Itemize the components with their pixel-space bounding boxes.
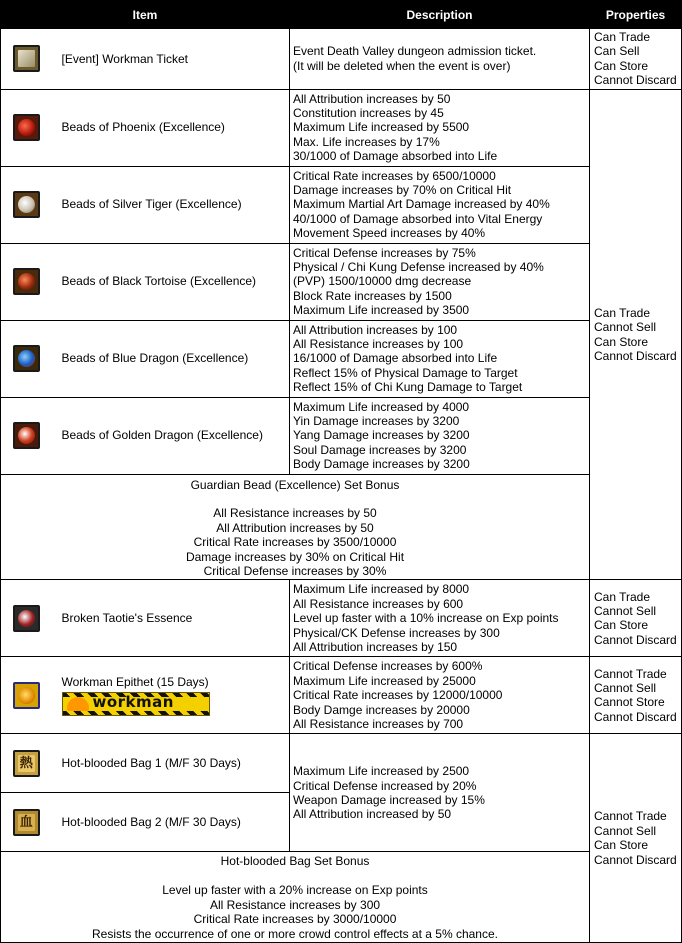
item-description: Maximum Life increased by 8000 All Resistance increases by 600 Level up faster with a 10% increase on Exp points Physical/CK Defense increases by 300 All Attribution increases by 150 [290, 580, 590, 657]
item-properties: Can Trade Can Sell Can Store Cannot Discard [590, 29, 682, 90]
blue-dragon-bead-icon [13, 345, 40, 372]
item-name: Hot-blooded Bag 1 (M/F 30 Days) [52, 734, 290, 793]
header-properties: Properties [590, 1, 682, 29]
item-name: Beads of Black Tortoise (Excellence) [52, 243, 290, 320]
bag-properties: Cannot Trade Cannot Sell Can Store Cannot Discard [590, 734, 682, 942]
item-description: All Attribution increases by 100 All Resistance increases by 100 16/1000 of Damage absorbed into Life Reflect 15% of Physical Damage to Target Reflect 15% of Chi Kung Damage to Target [290, 320, 590, 397]
set-bonus-title: Guardian Bead (Excellence) Set Bonus [190, 477, 400, 492]
workman-banner-image: workman [62, 692, 210, 716]
hard-hat-icon [67, 697, 89, 711]
table-row [1, 397, 682, 474]
hard-hat-icon [13, 682, 40, 709]
item-name: Beads of Golden Dragon (Excellence) [52, 397, 290, 474]
item-name: Beads of Phoenix (Excellence) [52, 89, 290, 166]
table-row [1, 243, 682, 320]
item-name: [Event] Workman Ticket [52, 29, 290, 90]
white-tiger-bead-icon [13, 191, 40, 218]
header-description: Description [290, 1, 590, 29]
item-properties: Can Trade Cannot Sell Can Store Cannot Discard [590, 580, 682, 657]
item-description: Critical Defense increases by 600% Maximum Life increased by 25000 Critical Rate increases by 12000/10000 Body Damge increases by 20000 All Resistance increases by 700 [290, 657, 590, 734]
item-description: All Attribution increases by 50 Constitution increases by 45 Maximum Life increased by 5500 Max. Life increases by 17% 30/1000 of Damage absorbed into Life [290, 89, 590, 166]
item-properties: Cannot Trade Cannot Sell Cannot Store Cannot Discard [590, 657, 682, 734]
guardian-set-bonus: Guardian Bead (Excellence) Set Bonus All Resistance increases by 50 All Attribution increases by 50 Critical Rate increases by 3500/10000 Damage increases by 30% on Critical Hit Critical Defense increases by 30% [1, 474, 590, 580]
taotie-essence-icon [13, 605, 40, 632]
item-description: Maximum Life increased by 2500 Critical Defense increased by 20% Weapon Damage increased by 15% All Attribution increased by 50 [290, 734, 590, 852]
set-bonus-title: Hot-blooded Bag Set Bonus [220, 854, 370, 869]
bag-set-bonus: Hot-blooded Bag Set Bonus Level up faster with a 20% increase on Exp points All Resistance increases by 300 Critical Rate increases by 3000/10000 Resists the occurrence of one or more crowd control effects at a 5% chance. [1, 852, 590, 942]
item-description: Critical Rate increases by 6500/10000 Damage increases by 70% on Critical Hit Maximum Martial Art Damage increased by 40% 40/1000 of Damage absorbed into Vital Energy Movement Speed increases by 40% [290, 166, 590, 243]
table-row [1, 734, 682, 793]
item-name: Broken Taotie's Essence [52, 580, 290, 657]
item-description: Critical Defense increases by 75% Physical / Chi Kung Defense increased by 40% (PVP) 1500/10000 dmg decrease Block Rate increases by 1500 Maximum Life increased by 3500 [290, 243, 590, 320]
red-phoenix-bead-icon [13, 114, 40, 141]
item-name: Beads of Silver Tiger (Excellence) [52, 166, 290, 243]
table-row [1, 657, 682, 734]
bead-properties: Can Trade Cannot Sell Can Store Cannot Discard [590, 89, 682, 580]
item-description: Maximum Life increased by 4000 Yin Damage increases by 3200 Yang Damage increases by 3200 Soul Damage increases by 3200 Body Damage increases by 3200 [290, 397, 590, 474]
item-name: Beads of Blue Dragon (Excellence) [52, 320, 290, 397]
item-name: Hot-blooded Bag 2 (M/F 30 Days) [52, 793, 290, 852]
item-description: Event Death Valley dungeon admission ticket. (It will be deleted when the event is over) [290, 29, 590, 90]
scroll-ticket-icon [13, 45, 40, 72]
table-row [1, 320, 682, 397]
table-row [1, 580, 682, 657]
item-name-cell [52, 657, 290, 734]
table-row [1, 29, 682, 90]
table-row [1, 166, 682, 243]
hot-blooded-bag-2-icon: 血 [13, 809, 40, 836]
header-item: Item [1, 1, 290, 29]
item-name: Workman Epithet (15 Days) [61, 675, 209, 690]
hot-blooded-bag-1-icon: 熱 [13, 750, 40, 777]
table-row [1, 89, 682, 166]
table-row [1, 474, 682, 580]
table-row [1, 852, 682, 942]
golden-dragon-bead-icon [13, 422, 40, 449]
black-tortoise-bead-icon [13, 268, 40, 295]
